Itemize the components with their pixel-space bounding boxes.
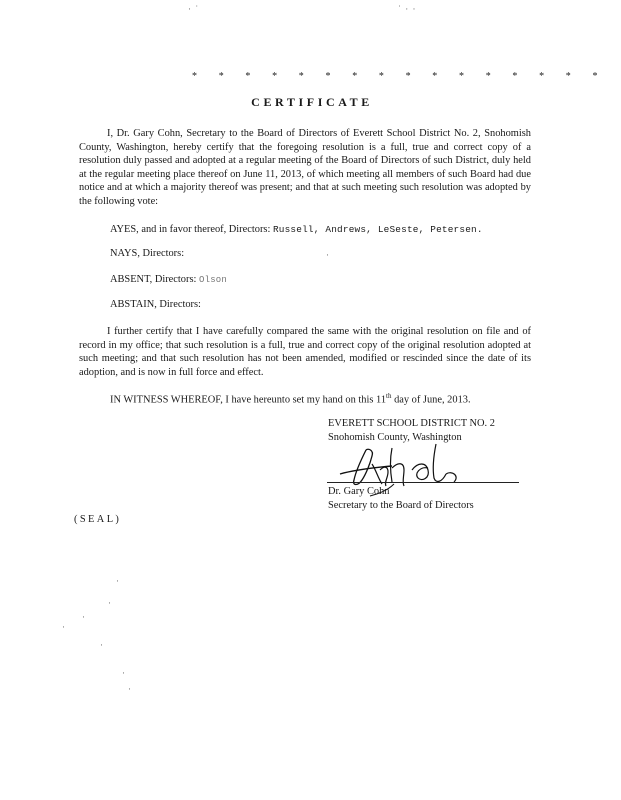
absent-names: Olson [199, 275, 228, 285]
signatory-name: Dr. Gary Cohn [328, 486, 390, 497]
scan-speck: · [116, 576, 120, 586]
district-county: Snohomish County, Washington [328, 432, 462, 443]
witness-date-text: day of June, 2013. [391, 394, 471, 406]
scan-speck: ˙ · · [398, 4, 417, 14]
nays-label: NAYS, Directors: [110, 248, 185, 259]
witness-text: IN WITNESS WHEREOF, I have hereunto set my hand on this 11 [110, 394, 387, 406]
scan-speck: · [100, 640, 104, 650]
vote-nays [110, 248, 184, 259]
scan-speck: · ˙ [188, 4, 200, 14]
scan-speck: · [62, 622, 66, 632]
certification-text: I, Dr. Gary Cohn, Secretary to the Board of Directors of Everett School District No. 2, Snohomish County, Washington, hereby certify that the foregoing resolution is a full, true and correct copy of a resolution duly passed and adopted at a regular meeting of the Board of Directors of such District, duly held at the regular meeting place thereof on June 11, 2013, of which meeting all members of such Board had due notice and at which a majority thereof was present; and that at such meeting such resolution was adopted by the following vote: [79, 128, 531, 207]
vote-abstain [110, 299, 201, 310]
seal-placeholder: (SEAL) [74, 514, 122, 525]
ayes-label: AYES, and in favor thereof, Directors: [110, 224, 271, 235]
scan-speck: · [82, 612, 86, 622]
scan-speck: · [326, 250, 330, 260]
absent-label: ABSENT, Directors: [110, 274, 197, 285]
vote-absent [110, 274, 227, 285]
further-certification-paragraph [79, 325, 531, 379]
district-name: EVERETT SCHOOL DISTRICT NO. 2 [328, 418, 495, 429]
scan-speck: · [122, 668, 126, 678]
certification-paragraph [79, 127, 531, 209]
further-certification-text: I further certify that I have carefully compared the same with the original resolution on file and of record in my office; that such resolution is a full, true and correct copy of the original resolution adopted at such meeting; and that such resolution has not been amended, modified or rescinded since the date of its adoption, and is now in full force and effect. [79, 326, 531, 378]
signature-line [327, 482, 519, 483]
witness-day-suffix: th [386, 392, 392, 400]
certificate-title: CERTIFICATE [251, 95, 373, 109]
star-divider: * * * * * * * * * * * * * * * * [192, 71, 608, 82]
vote-ayes [110, 224, 483, 235]
scan-speck: · [128, 684, 132, 694]
witness-statement [110, 392, 471, 405]
abstain-label: ABSTAIN, Directors: [110, 299, 201, 310]
scan-speck: · [108, 598, 112, 608]
ayes-names: Russell, Andrews, LeSeste, Petersen. [272, 224, 483, 235]
signatory-title: Secretary to the Board of Directors [328, 500, 474, 511]
